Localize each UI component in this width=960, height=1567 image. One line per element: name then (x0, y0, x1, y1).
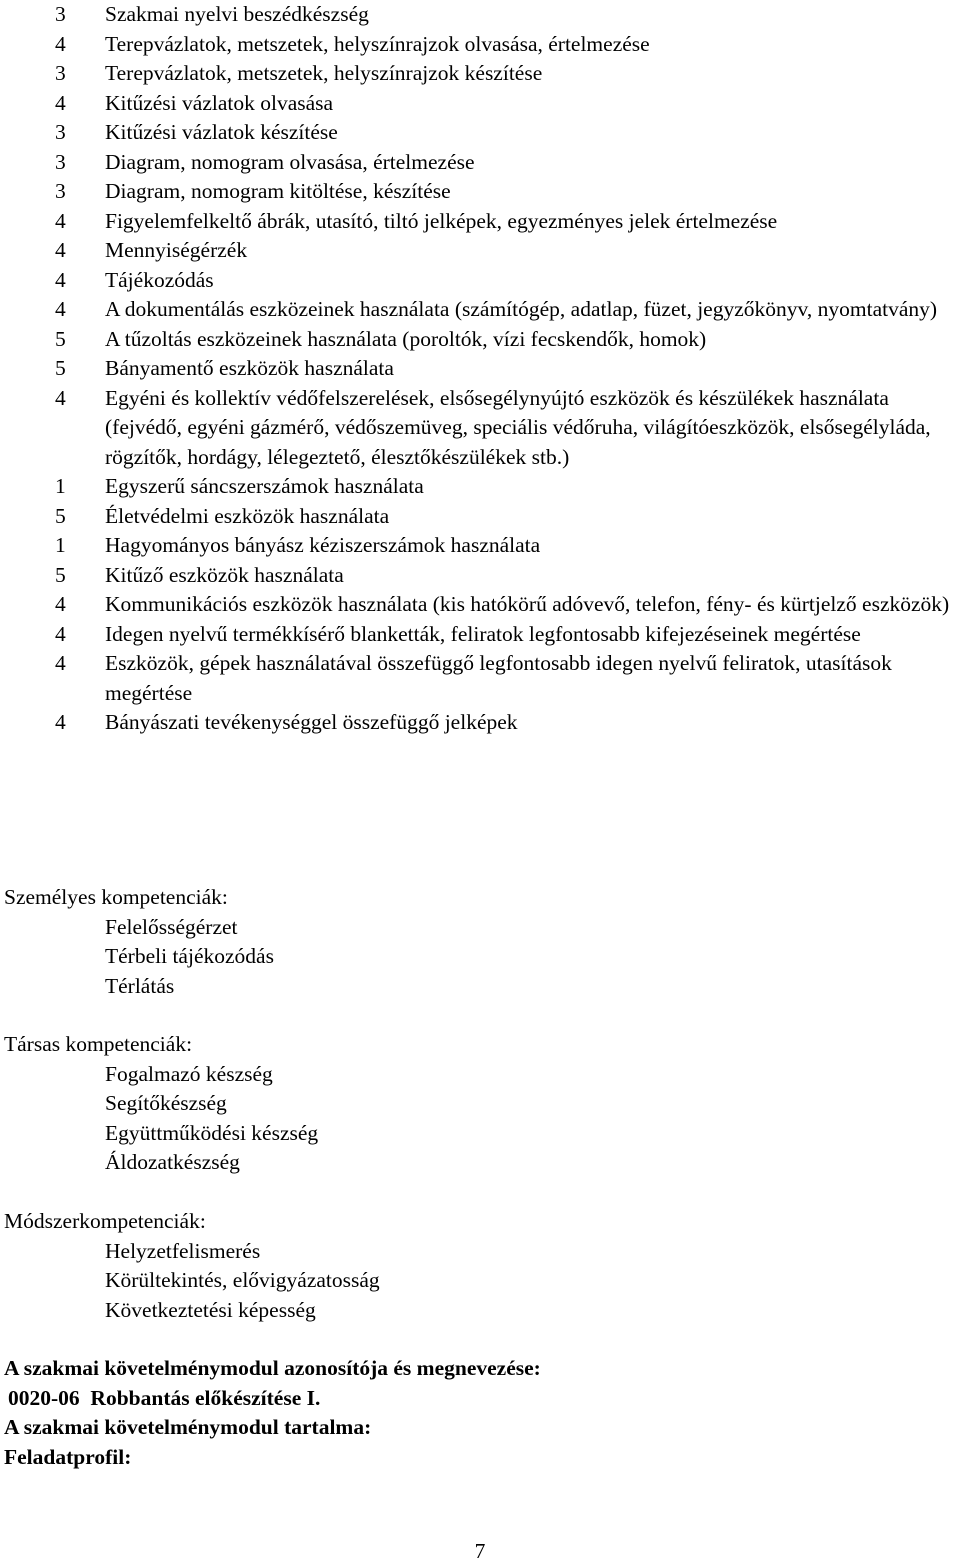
personal-competencies (4, 883, 954, 1001)
module-code: 0020-06 (8, 1385, 80, 1410)
skill-level-text: Hagyományos bányász kéziszerszámok használata (105, 533, 541, 557)
competency-item: Fogalmazó készség (105, 1061, 273, 1086)
skill-level-text: Tájékozódás (105, 267, 214, 292)
skill-level-row (0, 561, 960, 591)
module-content-heading: A szakmai követelménymodul tartalma: (4, 1415, 372, 1439)
skill-level-text: Kitűzési vázlatok olvasása (105, 90, 334, 115)
skill-level-row (0, 531, 960, 561)
skill-level-number: 5 (55, 326, 66, 351)
skill-level-row (0, 207, 960, 237)
module-name: Robbantás előkészítése I. (90, 1385, 321, 1410)
skill-level-number: 4 (55, 592, 66, 616)
module-id-heading: A szakmai követelménymodul azonosítója és megnevezése: (4, 1356, 541, 1380)
personal-competencies-title: Személyes kompetenciák: (4, 885, 228, 909)
competency-item: Következtetési képesség (105, 1297, 316, 1322)
skill-level-number: 4 (55, 297, 66, 321)
skill-level-number: 4 (55, 238, 66, 262)
skill-level-number: 4 (55, 208, 66, 233)
social-competencies-title: Társas kompetenciák: (4, 1032, 193, 1056)
skill-level-row (0, 0, 960, 30)
skill-level-row (0, 472, 960, 502)
method-competencies (4, 1207, 954, 1325)
competency-item: Térbeli tájékozódás (105, 944, 274, 968)
skill-level-number: 1 (55, 533, 66, 557)
skill-level-text: A dokumentálás eszközeinek használata (számítógép, adatlap, füzet, jegyzőkönyv, nyomtatvány) (105, 297, 938, 321)
skill-level-number: 4 (55, 710, 66, 734)
skill-level-number: 3 (55, 120, 66, 144)
skill-level-text: Életvédelmi eszközök használata (105, 503, 390, 528)
task-profile-heading: Feladatprofil: (4, 1444, 132, 1469)
skill-level-number: 3 (55, 2, 66, 26)
competency-item: Körültekintés, elővigyázatosság (105, 1268, 380, 1292)
skill-level-row (0, 384, 960, 473)
skill-level-text: Figyelemfelkeltő ábrák, utasító, tiltó jelképek, egyezményes jelek értelmezése (105, 208, 778, 233)
skill-level-text: Diagram, nomogram olvasása, értelmezése (105, 149, 475, 174)
skill-level-row (0, 89, 960, 119)
skill-level-text: Terepvázlatok, metszetek, helyszínrajzok készítése (105, 61, 543, 85)
skill-level-list (0, 0, 960, 738)
skill-level-row (0, 30, 960, 60)
skill-level-text: Szakmai nyelvi beszédkészség (105, 2, 369, 26)
skill-level-text: Mennyiségérzék (105, 238, 248, 262)
skill-level-row (0, 59, 960, 89)
skill-level-row (0, 236, 960, 266)
skill-level-text: A tűzoltás eszközeinek használata (poroltók, vízi fecskendők, homok) (105, 326, 707, 351)
skill-level-text: Bányamentő eszközök használata (105, 356, 394, 380)
skill-level-number: 4 (55, 385, 66, 410)
skill-level-text: Terepvázlatok, metszetek, helyszínrajzok olvasása, értelmezése (105, 31, 650, 56)
method-competencies-title: Módszerkompetenciák: (4, 1209, 206, 1233)
competency-item: Áldozatkészség (105, 1150, 240, 1174)
skill-level-number: 4 (55, 267, 66, 292)
skill-level-row (0, 502, 960, 532)
skill-level-number: 4 (55, 621, 66, 646)
competency-item: Segítőkészség (105, 1091, 227, 1115)
skill-level-text: Egyszerű sáncszerszámok használata (105, 474, 424, 498)
skill-level-number: 5 (55, 503, 66, 528)
skill-level-number: 3 (55, 149, 66, 174)
module-section (4, 1354, 954, 1472)
skill-level-row (0, 118, 960, 148)
competency-item: Együttműködési készség (105, 1120, 319, 1145)
skill-level-row (0, 295, 960, 325)
skill-level-row (0, 177, 960, 207)
social-competencies (4, 1030, 954, 1178)
competency-item: Felelősségérzet (105, 914, 238, 939)
skill-level-text: Eszközök, gépek használatával összefüggő legfontosabb idegen nyelvű feliratok, utasítások megértése (105, 651, 892, 705)
skill-level-number: 3 (55, 179, 66, 203)
page-number: 7 (474, 1539, 486, 1563)
skill-level-row (0, 148, 960, 178)
module-code-line (4, 1384, 954, 1414)
skill-level-number: 3 (55, 61, 66, 85)
skill-level-number: 4 (55, 31, 66, 56)
method-competencies-list (4, 1237, 954, 1326)
skill-level-text: Diagram, nomogram kitöltése, készítése (105, 179, 451, 203)
skill-level-text: Kitűző eszközök használata (105, 562, 344, 587)
skill-level-text: Bányászati tevékenységgel összefüggő jelképek (105, 710, 518, 734)
skill-level-text: Kommunikációs eszközök használata (kis hatókörű adóvevő, telefon, fény- és kürtjelző eszközök) (105, 592, 950, 616)
competency-item: Térlátás (105, 973, 175, 998)
skill-level-number: 5 (55, 356, 66, 380)
skill-level-text: Egyéni és kollektív védőfelszerelések, elsősegélynyújtó eszközök és készülékek használata (fejvédő, egyéni gázmérő, védőszemüveg, speciális védőruha, világítóeszközök, elsősegélyláda, rögzítők, hordágy, lélegeztető, élesztőkészülékek stb.) (105, 385, 931, 469)
skill-level-text: Kitűzési vázlatok készítése (105, 120, 338, 144)
skill-level-number: 4 (55, 651, 66, 675)
social-competencies-list (4, 1060, 954, 1178)
skill-level-row (0, 266, 960, 296)
skill-level-row (0, 708, 960, 738)
competency-item: Helyzetfelismerés (105, 1238, 261, 1263)
skill-level-row (0, 620, 960, 650)
skill-level-row (0, 325, 960, 355)
skill-level-row (0, 649, 960, 708)
skill-level-number: 4 (55, 90, 66, 115)
skill-level-row (0, 354, 960, 384)
skill-level-number: 1 (55, 474, 66, 498)
skill-level-text: Idegen nyelvű termékkísérő blanketták, feliratok legfontosabb kifejezéseinek megértése (105, 621, 861, 646)
personal-competencies-list (4, 913, 954, 1002)
skill-level-number: 5 (55, 562, 66, 587)
skill-level-row (0, 590, 960, 620)
